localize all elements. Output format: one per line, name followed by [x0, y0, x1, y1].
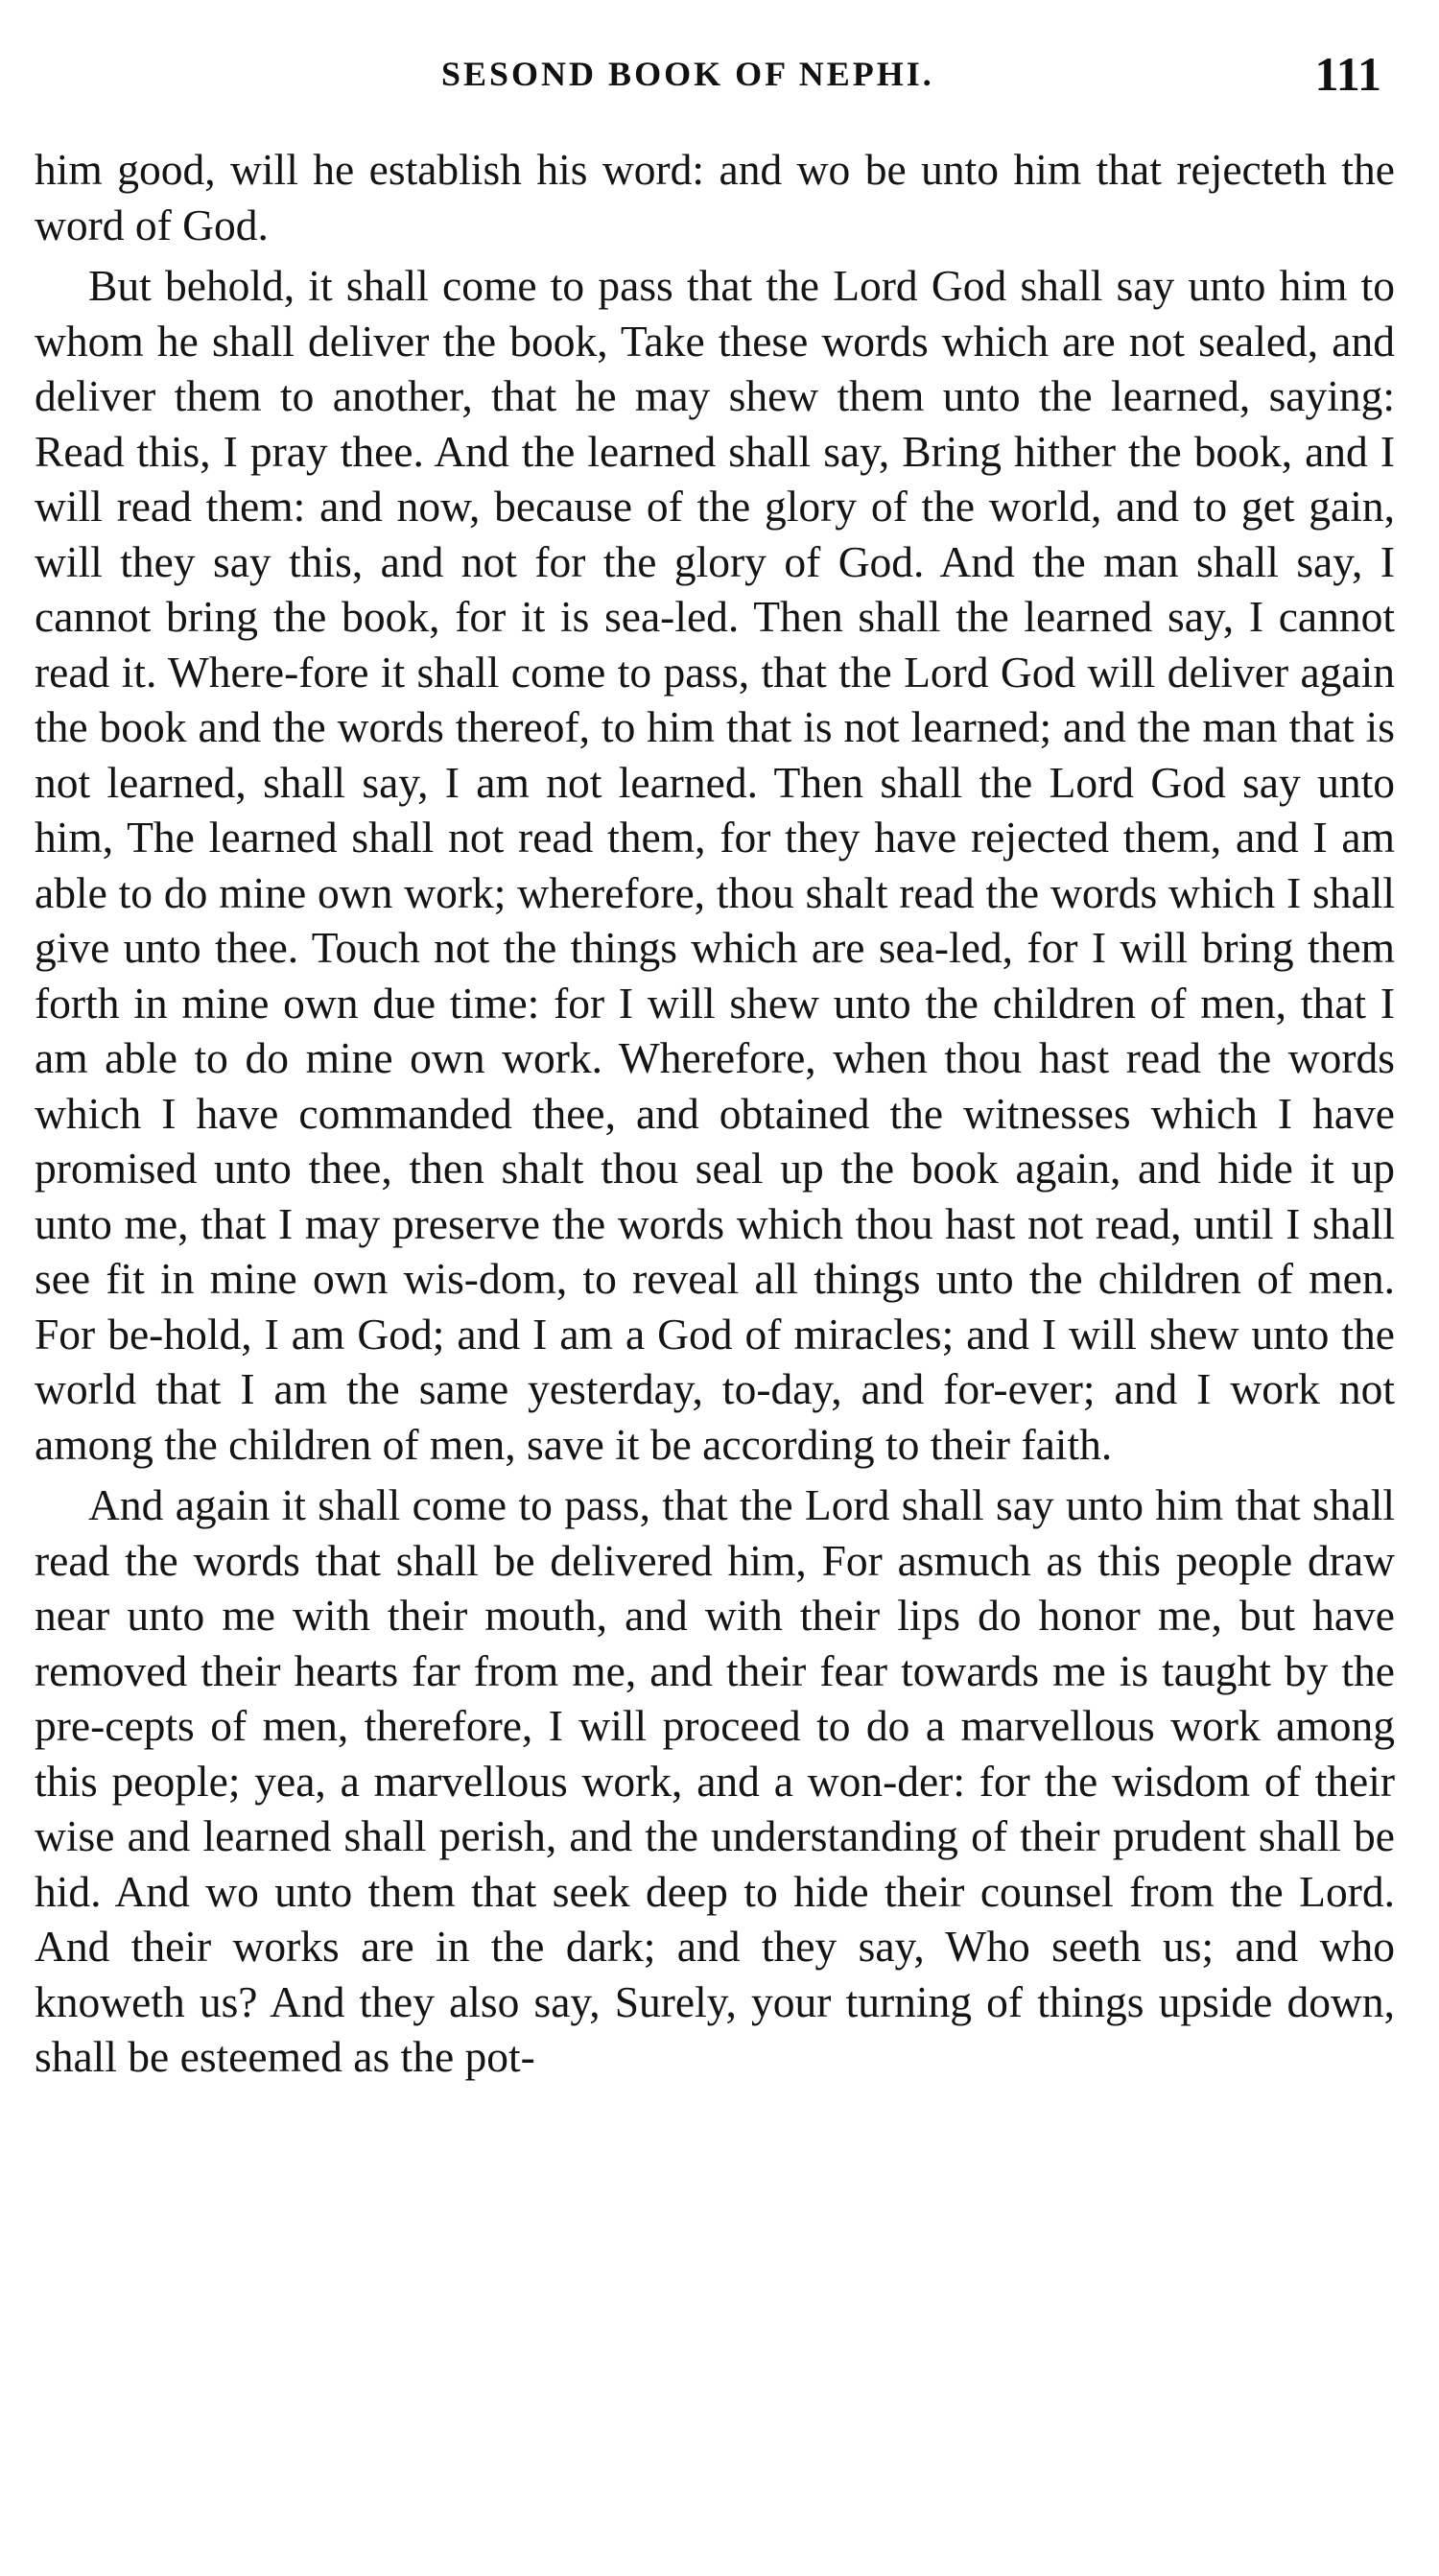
running-head — [0, 46, 1439, 104]
running-title: SESOND BOOK OF NEPHI. — [441, 55, 934, 93]
paragraph-continuation: him good, will he establish his word: and wo be unto him that rejecteth the word of God. — [35, 145, 1395, 249]
paragraph: But behold, it shall come to pass that the Lord God shall say unto him to whom he shall deliver the book, Take these words which are not sealed, and deliver them to another, that he may shew them unto the learned, saying: Read this, I pray thee. And the learned shall say, Bring hither the book, and I will read them: and now, because of the glory of the world, and to get gain, will they say this, and not for the glory of God. And the man shall say, I cannot bring the book, for it is sea-led. Then shall the learned say, I cannot read it. Where-fore it shall come to pass, that the Lord God will deliver again the book and the words thereof, to him that is not learned; and the man that is not learned, shall say, I am not learned. Then shall the Lord God say unto him, The learned shall not read them, for they have rejected them, and I am able to do mine own work; wherefore, thou shalt read the words which I shall give unto thee. Touch not the things which are sea-led, for I will bring them forth in mine own due time: for I will shew unto the children of men, that I am able to do mine own work. Wherefore, when thou hast read the words which I have commanded thee, and obtained the witnesses which I have promised unto thee, then shalt thou seal up the book again, and hide it up unto me, that I may preserve the words which thou hast not read, until I shall see fit in mine own wis-dom, to reveal all things unto the children of men. For be-hold, I am God; and I am a God of miracles; and I will shew unto the world that I am the same yesterday, to-day, and for-ever; and I work not among the children of men, save it be according to their faith. — [35, 261, 1395, 1469]
body-text — [35, 142, 1395, 2091]
page-number: 111 — [1314, 47, 1381, 101]
paragraph: And again it shall come to pass, that the Lord shall say unto him that shall read the words that shall be delivered him, For asmuch as this people draw near unto me with their mouth, and with their lips do honor me, but have removed their hearts far from me, and their fear towards me is taught by the pre-cepts of men, therefore, I will proceed to do a marvellous work among this people; yea, a marvellous work, and a won-der: for the wisdom of their wise and learned shall perish, and the understanding of their prudent shall be hid. And wo unto them that seek deep to hide their counsel from the Lord. And their works are in the dark; and they say, Who seeth us; and who knoweth us? And they also say, Surely, your turning of things upside down, shall be esteemed as the pot- — [35, 1480, 1395, 2081]
